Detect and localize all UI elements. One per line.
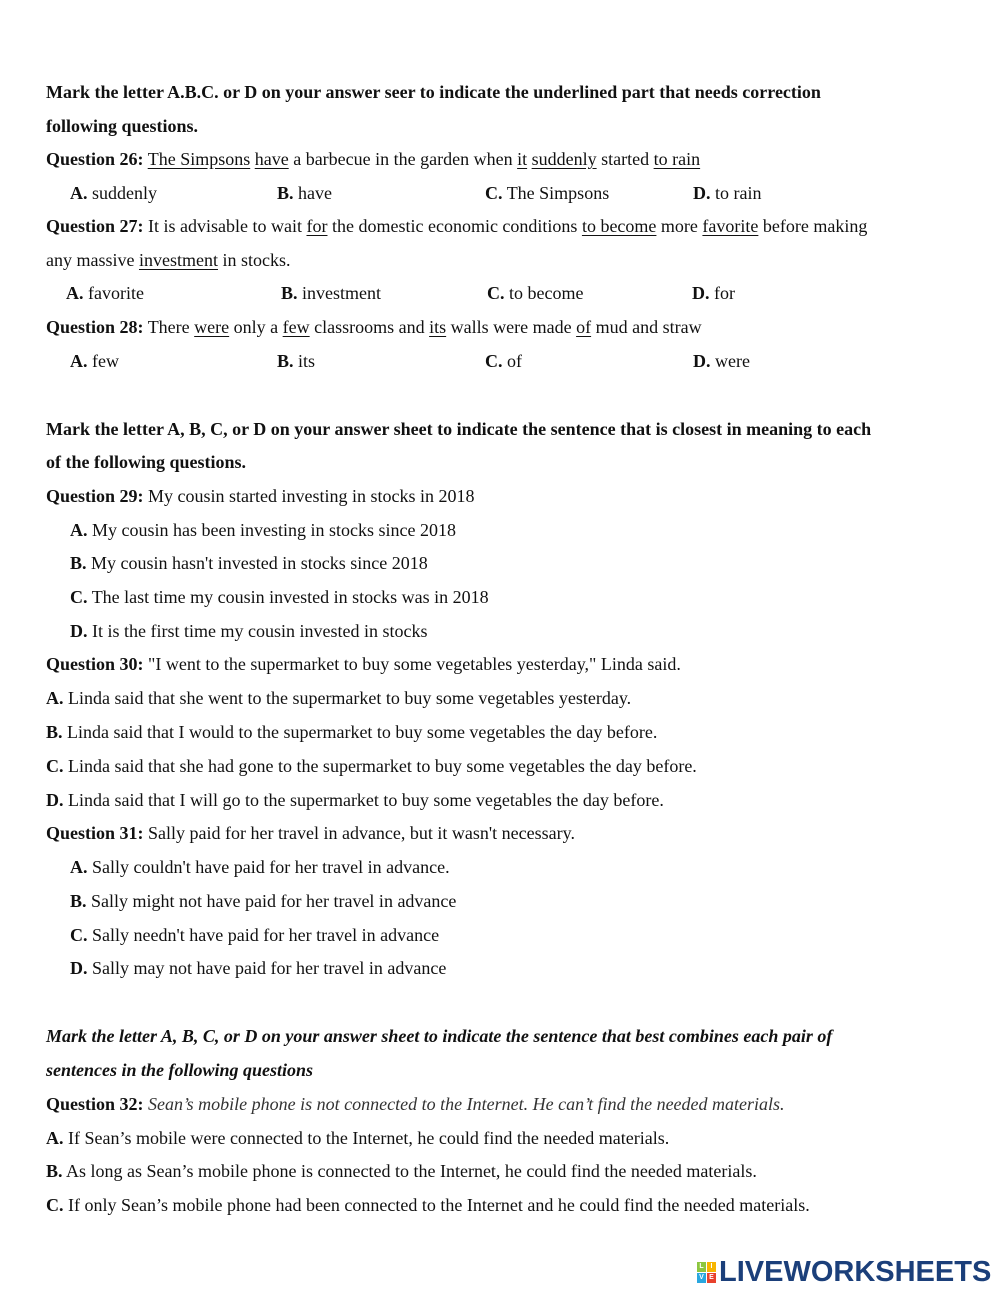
section-2-instruction-cont: of the following questions.	[46, 452, 247, 472]
question-31: Question 31: Sally paid for her travel in advance, but it wasn't necessary.	[46, 823, 575, 843]
question-26: Question 26: The Simpsons have a barbecue in the garden when it suddenly started to rain	[46, 149, 701, 169]
section-3-instruction-cont: sentences in the following questions	[46, 1060, 314, 1080]
q31-option-d[interactable]: D. Sally may not have paid for her travel in advance	[70, 958, 447, 978]
section-1-instruction-cont: following questions.	[46, 116, 199, 136]
q28-option-a[interactable]: A. few	[70, 351, 119, 371]
section-2-instruction: Mark the letter A, B, C, or D on your answer sheet to indicate the sentence that is closest in meaning to each	[46, 419, 872, 439]
logo-tile: I	[707, 1262, 716, 1272]
q30-option-b[interactable]: B. Linda said that I would to the supermarket to buy some vegetables the day before.	[46, 722, 658, 742]
liveworksheets-logo	[697, 1256, 991, 1289]
q29-option-a[interactable]: A. My cousin has been investing in stocks since 2018	[70, 520, 456, 540]
q31-option-b[interactable]: B. Sally might not have paid for her travel in advance	[70, 891, 457, 911]
q32-option-c[interactable]: C. If only Sean’s mobile phone had been connected to the Internet and he could find the needed materials.	[46, 1195, 810, 1215]
question-29: Question 29: My cousin started investing in stocks in 2018	[46, 486, 475, 506]
q26-option-d[interactable]: D. to rain	[693, 183, 762, 203]
q27-option-a[interactable]: A. favorite	[66, 283, 144, 303]
question-27-cont: any massive investment in stocks.	[46, 250, 291, 270]
question-32: Question 32: Sean’s mobile phone is not connected to the Internet. He can’t find the needed materials.	[46, 1094, 785, 1114]
q28-option-d[interactable]: D. were	[693, 351, 750, 371]
q28-option-b[interactable]: B. its	[277, 351, 316, 371]
q29-option-b[interactable]: B. My cousin hasn't invested in stocks since 2018	[70, 553, 428, 573]
q26-option-b[interactable]: B. have	[277, 183, 332, 203]
q32-option-b[interactable]: B. As long as Sean’s mobile phone is connected to the Internet, he could find the needed materials.	[46, 1161, 757, 1181]
q27-option-d[interactable]: D. for	[692, 283, 735, 303]
q26-option-c[interactable]: C. The Simpsons	[485, 183, 610, 203]
q27-option-c[interactable]: C. to become	[487, 283, 584, 303]
q31-option-a[interactable]: A. Sally couldn't have paid for her travel in advance.	[70, 857, 450, 877]
logo-text: LIVEWORKSHEETS	[719, 1256, 992, 1288]
q32-option-a[interactable]: A. If Sean’s mobile were connected to the Internet, he could find the needed materials.	[46, 1128, 670, 1148]
logo-tiles-icon	[697, 1262, 716, 1283]
section-3-instruction: Mark the letter A, B, C, or D on your answer sheet to indicate the sentence that best combines each pair of	[46, 1026, 833, 1046]
q30-option-c[interactable]: C. Linda said that she had gone to the supermarket to buy some vegetables the day before.	[46, 756, 697, 776]
q30-option-d[interactable]: D. Linda said that I will go to the supermarket to buy some vegetables the day before.	[46, 790, 664, 810]
question-27: Question 27: It is advisable to wait for the domestic economic conditions to become more favorite before making	[46, 216, 868, 236]
q28-option-c[interactable]: C. of	[485, 351, 522, 371]
q26-option-a[interactable]: A. suddenly	[70, 183, 157, 203]
question-30: Question 30: "I went to the supermarket to buy some vegetables yesterday," Linda said.	[46, 654, 681, 674]
section-1-instruction: Mark the letter A.B.C. or D on your answer seer to indicate the underlined part that needs correction	[46, 82, 821, 102]
logo-tile: L	[697, 1262, 706, 1272]
q29-option-d[interactable]: D. It is the first time my cousin invested in stocks	[70, 621, 428, 641]
q30-option-a[interactable]: A. Linda said that she went to the supermarket to buy some vegetables yesterday.	[46, 688, 632, 708]
logo-tile: V	[697, 1273, 706, 1283]
q31-option-c[interactable]: C. Sally needn't have paid for her travel in advance	[70, 925, 440, 945]
q27-option-b[interactable]: B. investment	[281, 283, 382, 303]
logo-tile: E	[707, 1273, 716, 1283]
question-28: Question 28: There were only a few classrooms and its walls were made of mud and straw	[46, 317, 702, 337]
q29-option-c[interactable]: C. The last time my cousin invested in stocks was in 2018	[70, 587, 489, 607]
